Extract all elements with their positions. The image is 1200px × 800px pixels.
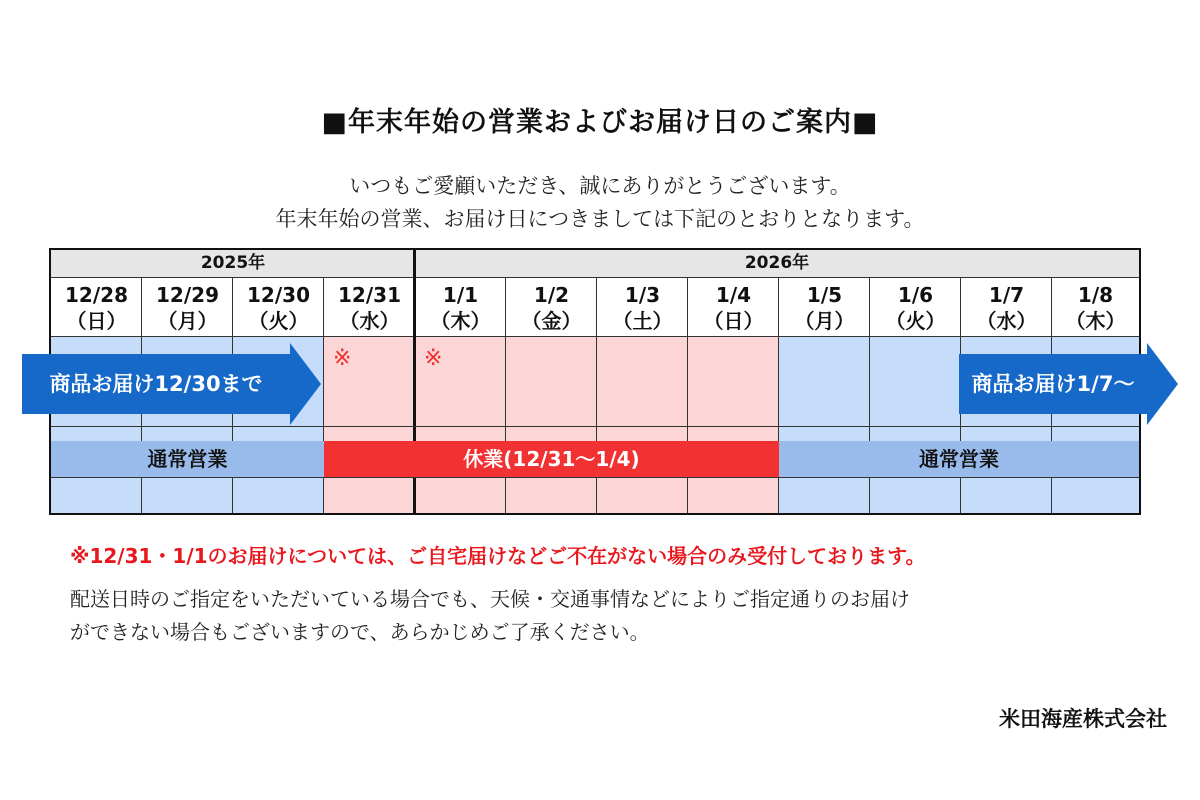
row-divider [51,477,1139,478]
delivery-arrow-left-label: 商品お届け12/30まで [22,354,290,414]
day-weekday: （月） [157,309,218,333]
row-divider [51,426,1139,427]
day-date: 1/4 [715,283,752,307]
holiday-band: 休業(12/31～1/4) [324,441,779,477]
day-date: 1/7 [988,283,1025,307]
day-header [506,278,597,337]
day-date: 1/1 [442,283,479,307]
day-weekday: （火） [885,309,946,333]
day-date: 12/30 [247,283,310,307]
arrow-head-icon [290,343,321,425]
day-weekday: （月） [794,309,855,333]
day-header [51,278,142,337]
day-date: 1/2 [533,283,570,307]
day-weekday: （土） [612,309,673,333]
disclaimer-line-1: 配送日時のご指定をいただいている場合でも、天候・交通事情などによりご指定通りのお届け [70,587,910,611]
day-date: 1/8 [1077,283,1114,307]
day-date: 1/5 [806,283,843,307]
day-header [415,278,506,337]
day-weekday: （日） [66,309,127,333]
day-date: 1/3 [624,283,661,307]
day-date: 12/31 [338,283,401,307]
day-weekday: （金） [521,309,582,333]
day-header [597,278,688,337]
day-header [233,278,324,337]
intro-line-2: 年末年始の営業、お届け日につきましては下記のとおりとなります。 [275,207,925,231]
day-header [688,278,779,337]
asterisk-mark: ※ [424,346,443,371]
day-column-10 [870,337,961,513]
day-column-7 [597,337,688,513]
disclaimer-line-2: ができない場合もございますので、あらかじめご了承ください。 [70,620,650,644]
asterisk-mark: ※ [333,346,352,371]
delivery-arrow-right-label: 商品お届け1/7～ [959,354,1147,414]
day-column-8 [688,337,779,513]
business-band-left: 通常営業 [51,441,324,477]
day-header [961,278,1052,337]
day-header [779,278,870,337]
delivery-caution-note: ※12/31・1/1のお届けについては、ご自宅届けなどご不在がない場合のみ受付しております。 [70,544,926,568]
year-header-2025: 2025年 [51,250,415,278]
business-band-right: 通常営業 [779,441,1139,477]
day-header [324,278,415,337]
delivery-disclaimer [70,583,1150,649]
day-weekday: （日） [703,309,764,333]
day-column-6 [506,337,597,513]
day-date: 1/6 [897,283,934,307]
arrow-head-icon [1147,343,1178,425]
day-weekday: （火） [248,309,309,333]
day-weekday: （水） [339,309,400,333]
intro-text [0,170,1200,236]
page-title: ■年末年始の営業およびお届け日のご案内■ [321,107,879,138]
day-weekday: （木） [430,309,491,333]
day-column-9 [779,337,870,513]
day-date: 12/29 [156,283,219,307]
day-header [142,278,233,337]
company-name: 米田海産株式会社 [999,707,1167,731]
day-date: 12/28 [65,283,128,307]
day-header [870,278,961,337]
intro-line-1: いつもご愛顧いただき、誠にありがとうございます。 [349,174,851,198]
day-weekday: （木） [1065,309,1126,333]
year-header-2026: 2026年 [415,250,1139,278]
day-header [1052,278,1139,337]
day-weekday: （水） [976,309,1037,333]
